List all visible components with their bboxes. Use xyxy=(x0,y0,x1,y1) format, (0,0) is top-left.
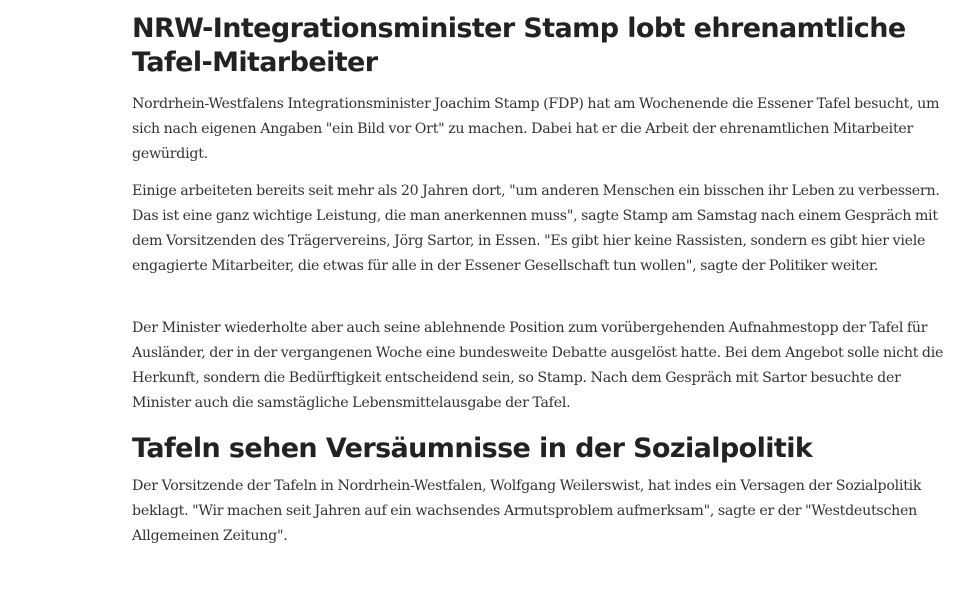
article-title: NRW-Integrationsminister Stamp lobt ehrenamtliche Tafel-Mitarbeiter xyxy=(132,13,906,78)
article-paragraph: Nordrhein-Westfalens Integrationsminister Joachim Stamp (FDP) hat am Wochenende die Essener Tafel besucht, um sich nach eigenen Angaben "ein Bild vor Ort" zu machen. Dabei hat er die Arbeit der ehrenamtlichen Mitarbeiter gewürdigt. xyxy=(132,96,940,162)
article xyxy=(132,12,944,561)
article-paragraph: Einige arbeiteten bereits seit mehr als 20 Jahren dort, "um anderen Menschen ein bisschen ihr Leben zu verbessern. Das ist eine ganz wichtige Leistung, die man anerkennen muss", sagte Stamp am Samstag nach einem Gespräch mit dem Vorsitzenden des Trägervereins, Jörg Sartor, in Essen. "Es gibt hier keine Rassisten, sondern es gibt hier viele engagierte Mitarbeiter, die etwas für alle in der Essener Gesellschaft tun wollen", sagte der Politiker weiter. xyxy=(132,183,940,274)
section-paragraph: Der Vorsitzende der Tafeln in Nordrhein-Westfalen, Wolfgang Weilerswist, hat indes ein Versagen der Sozialpolitik beklagt. "Wir machen seit Jahren auf ein wachsendes Armutsproblem aufmerksam", sagte er der "Westdeutschen Allgemeinen Zeitung". xyxy=(132,478,922,544)
article-paragraph: Der Minister wiederholte aber auch seine ablehnende Position zum vorübergehenden Aufnahmestopp der Tafel für Ausländer, der in der vergangenen Woche eine bundesweite Debatte ausgelöst hatte. Bei dem Angebot solle nicht die Herkunft, sondern die Bedürftigkeit entscheidend sein, so Stamp. Nach dem Gespräch mit Sartor besuchte der Minister auch die samstägliche Lebensmittelausgabe der Tafel. xyxy=(132,320,944,411)
section-heading: Tafeln sehen Versäumnisse in der Sozialpolitik xyxy=(132,433,813,464)
